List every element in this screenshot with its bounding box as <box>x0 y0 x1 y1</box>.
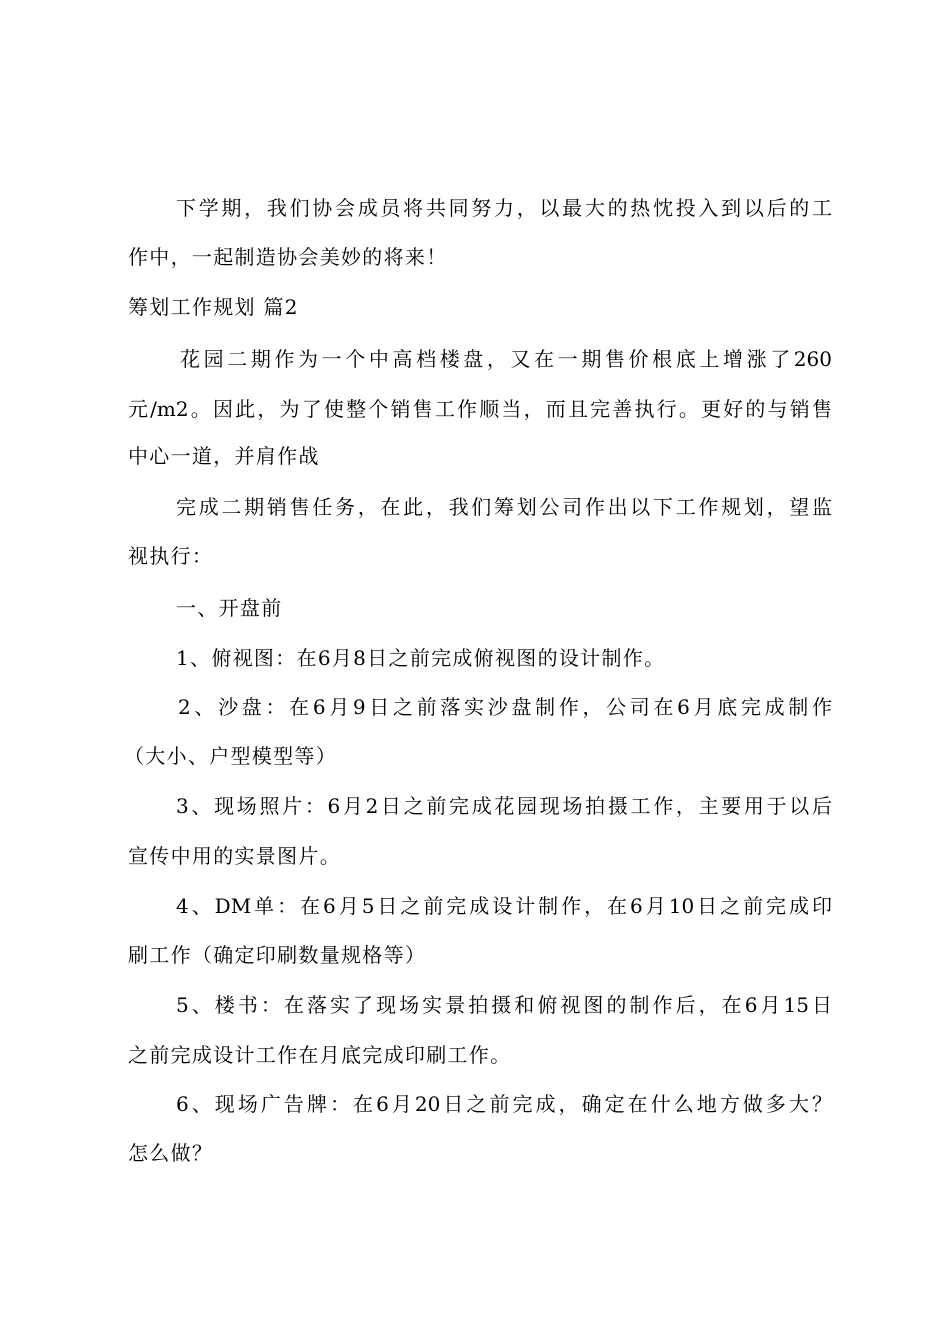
list-item-continuation: 之前完成设计工作在月底完成印刷工作。 <box>128 1043 512 1067</box>
paragraph-line: 完成二期销售任务，在此，我们筹划公司作出以下工作规划，望监 <box>176 495 832 519</box>
list-item: 2、沙盘：在6月9日之前落实沙盘制作，公司在6月底完成制作 <box>178 695 832 719</box>
list-item: 5、楼书：在落实了现场实景拍摄和俯视图的制作后，在6月15日 <box>176 993 832 1017</box>
list-item: 4、DM单：在6月5日之前完成设计制作，在6月10日之前完成印 <box>176 894 832 918</box>
list-item: 1、俯视图：在6月8日之前完成俯视图的设计制作。 <box>176 646 666 670</box>
list-item-continuation: （大小、户型模型等） <box>124 744 337 768</box>
list-heading: 一、开盘前 <box>176 596 283 620</box>
list-item-continuation: 刷工作（确定印刷数量规格等） <box>128 943 427 967</box>
list-item-continuation: 宣传中用的实景图片。 <box>128 844 341 868</box>
paragraph-line: 视执行： <box>128 544 214 568</box>
list-item: 3、现场照片：6月2日之前完成花园现场拍摄工作，主要用于以后 <box>176 794 832 818</box>
section-heading: 筹划工作规划 篇2 <box>128 295 299 319</box>
paragraph-line: 作中，一起制造协会美妙的将来！ <box>128 245 448 269</box>
paragraph-line: 中心一道，并肩作战 <box>128 444 320 468</box>
list-item-continuation: 怎么做？ <box>128 1141 214 1165</box>
paragraph-line: 花园二期作为一个中高档楼盘，又在一期售价根底上增涨了260 <box>180 347 832 371</box>
list-item: 6、现场广告牌：在6月20日之前完成，确定在什么地方做多大？ <box>176 1092 832 1116</box>
paragraph-line: 元/m2。因此，为了使整个销售工作顺当，而且完善执行。更好的与销售 <box>128 397 832 421</box>
paragraph-line: 下学期，我们协会成员将共同努力，以最大的热忱投入到以后的工 <box>176 196 832 220</box>
